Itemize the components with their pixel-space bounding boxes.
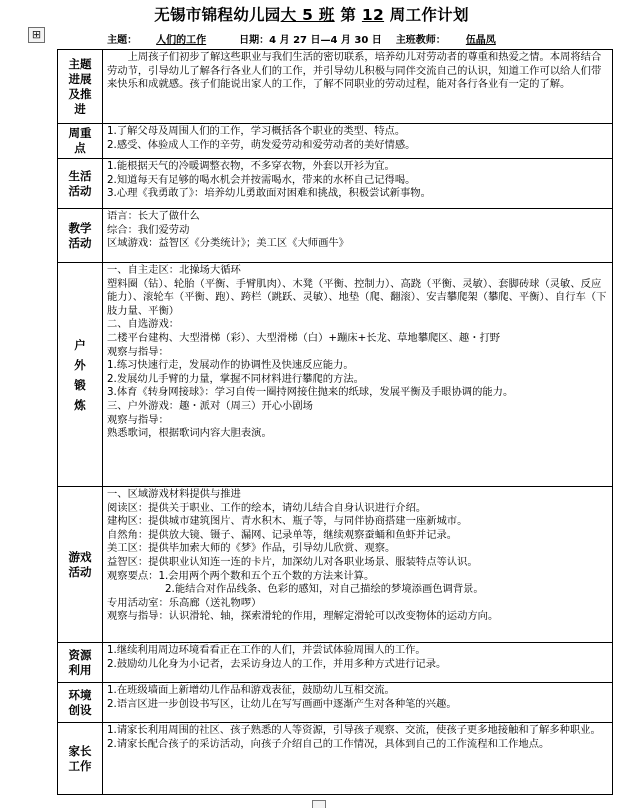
row-theme-progress [58, 50, 613, 124]
row-environment [58, 683, 613, 723]
content-resources[interactable]: 1.继续利用周边环境看看正在工作的人们，并尝试体验周围人的工作。 2.鼓励幼儿化身为小记者，去采访身边人的工作，并用多种方式进行记录。 [103, 643, 613, 683]
content-environment[interactable]: 1.在班级墙面上新增幼儿作品和游戏表征，鼓励幼儿互相交流。 2.语言区进一步创设书写区，让幼儿在写写画画中逐渐产生对各种笔的兴趣。 [103, 683, 613, 723]
date-value: 4 月 27 日—4 月 30 日 [269, 35, 382, 46]
table-resize-handle[interactable] [312, 800, 326, 808]
theme-label: 主题： [107, 35, 138, 46]
theme-value: 人们的工作 [156, 35, 207, 46]
row-parents [58, 723, 613, 795]
label-environment: 环境 创设 [58, 683, 103, 723]
teacher-label: 主班教师： [395, 35, 446, 46]
content-parents[interactable]: 1.请家长利用周围的社区、孩子熟悉的人等资源，引导孩子观察、交流，使孩子更多地接触和了解多种职业。 2.请家长配合孩子的采访活动，向孩子介绍自己的工作情况，具体到自己的工作流程和工作地点。 [103, 723, 613, 795]
row-daily-life [58, 159, 613, 209]
weekly-plan-table [57, 49, 613, 795]
table-move-handle-icon[interactable]: ⊞ [28, 27, 45, 43]
label-resources: 资源 利用 [58, 643, 103, 683]
date-label: 日期： [239, 35, 270, 46]
week-prefix: 第 [340, 6, 357, 24]
row-weekly-focus [58, 124, 613, 159]
row-games [58, 487, 613, 643]
row-outdoor [58, 263, 613, 487]
label-outdoor: 户 外 锻 炼 [58, 263, 103, 487]
label-daily-life: 生活 活动 [58, 159, 103, 209]
class-label: 大 5 班 [280, 6, 335, 24]
label-theme-progress: 主题 进展 及推 进 [58, 50, 103, 124]
plan-subtitle [0, 31, 623, 46]
week-number: 12 [361, 6, 385, 24]
content-games[interactable]: 一、区域游戏材料提供与推进 阅读区：提供关于职业、工作的绘本，请幼儿结合自身认识进行介绍。 建构区：提供城市建筑图片、青水积木、瓶子等，与同伴协商搭建一座新城市。 自然角：提供放大镜、镊子、漏网、记录单等，继续观察蚕蛹和鱼虾并记录。 美工区：提供毕加索大师的《梦》作品，引导幼儿欣赏、观察。 益智区：提供职业认知连一连的卡片，加深幼儿对各职业场景、服装特点等认识。 观察要点：1.会用两个两个数和五个五个数的方法来计算。 2.能结合对作品线条、色彩的感知，对自己描绘的梦境添画色调背景。 专用活动室：乐高廊（送礼物啰） 观察与指导：认识滑轮、轴，探索滑轮的作用，理解定滑轮可以改变物体的运动方向。 [103, 487, 613, 643]
title-suffix: 周工作计划 [389, 6, 469, 24]
content-theme-progress[interactable]: 上周孩子们初步了解这些职业与我们生活的密切联系，培养幼儿对劳动者的尊重和热爱之情。本周将结合劳动节，引导幼儿了解各行各业人们的工作，并引导幼儿积极与同伴交流自己的认识，知道工作可以给人们带来快乐和成就感。孩子们能说出家人的工作，了解不同职业的劳动过程，能对各行各业有一定的了解。 [103, 50, 613, 124]
row-resources [58, 643, 613, 683]
row-teaching [58, 209, 613, 263]
label-parents: 家长 工作 [58, 723, 103, 795]
content-teaching[interactable]: 语言：长大了做什么 综合：我们爱劳动 区域游戏：益智区《分类统计》；美工区《大师画牛》 [103, 209, 613, 263]
teacher-value: 伍晶凤 [465, 35, 496, 46]
content-daily-life[interactable]: 1.能根据天气的冷暖调整衣物，不多穿衣物，外套以开衫为宜。 2.知道每天有足够的喝水机会并按需喝水，带来的水杯自己记得喝。 3.心理《我勇敢了》：培养幼儿勇敢面对困难和挑战，积极尝试新事物。 [103, 159, 613, 209]
label-weekly-focus: 周重 点 [58, 124, 103, 159]
label-teaching: 教学 活动 [58, 209, 103, 263]
content-weekly-focus[interactable]: 1.了解父母及周围人们的工作，学习概括各个职业的类型、特点。 2.感受、体验成人工作的辛劳，萌发爱劳动和爱劳动者的美好情感。 [103, 124, 613, 159]
title-prefix: 无锡市锦程幼儿园 [154, 6, 281, 24]
content-outdoor[interactable]: 一、自主走区：北操场大循环 塑料圈（钻）、轮胎（平衡、手臂肌肉）、木凳（平衡、控制力）、高跷（平衡、灵敏）、套脚砖球（灵敏、反应能力）、滚轮车（平衡、跑）、跨栏（跳跃、灵敏）、地垫（爬、翻滚）、安吉攀爬架（攀爬、平衡）、自行车（下肢力量、平衡） 二、自选游戏： 二楼平台建构、大型滑梯（彩）、大型滑梯（白）+蹦床+长龙、草地攀爬区、趣・打野 观察与指导： 1.练习快速行走，发展动作的协调性及快速反应能力。 2.发展幼儿手臂的力量，掌握不同材料进行攀爬的方法。 3.体育《转身网接球》：学习自传一圈持网接住抛来的纸球，发展平衡及手眼协调的能力。 三、户外游戏：趣・派对（周三）开心小剧场 观察与指导： 熟悉歌词，根据歌词内容大胆表演。 [103, 263, 613, 487]
page-title [0, 3, 623, 25]
label-games: 游戏 活动 [58, 487, 103, 643]
